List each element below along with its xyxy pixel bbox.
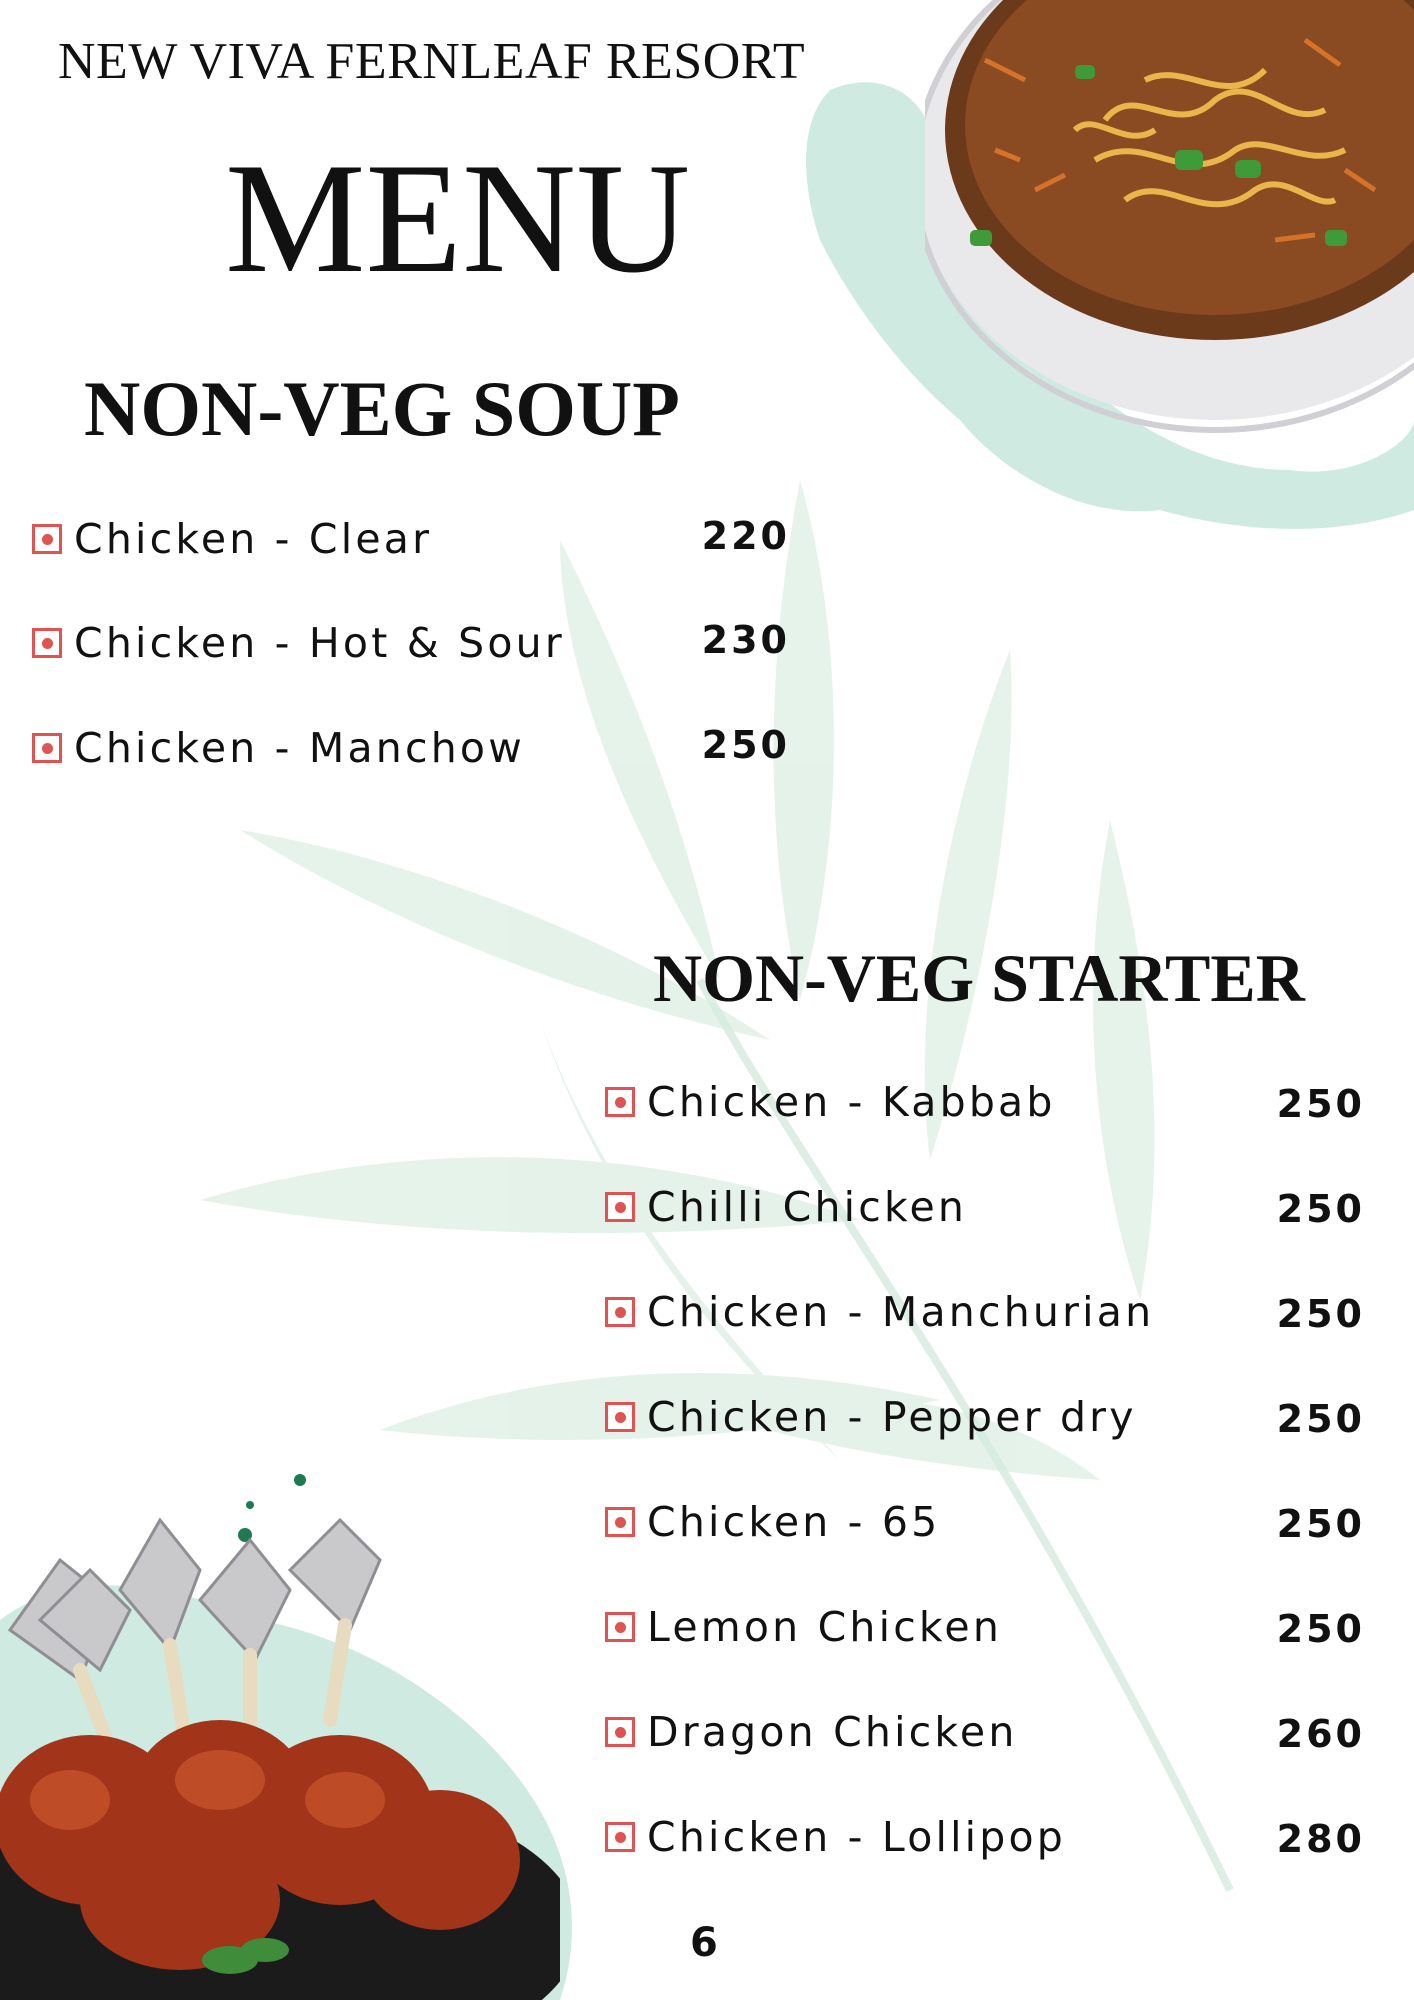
page-number: 6 (690, 1920, 718, 1966)
starter-section-title: NON-VEG STARTER (653, 940, 1305, 1016)
starter-item-price: 260 (1276, 1712, 1365, 1756)
starter-item-price: 250 (1276, 1502, 1365, 1546)
soup-item-name: Chicken - Hot & Sour (74, 619, 565, 667)
soup-item-price: 220 (701, 514, 790, 558)
soup-section-title: NON-VEG SOUP (84, 365, 680, 452)
non-veg-symbol-icon (605, 1612, 635, 1642)
starter-item-price: 250 (1276, 1397, 1365, 1441)
starter-item-name: Chicken - Kabbab (647, 1078, 1056, 1126)
resort-name: NEW VIVA FERNLEAF RESORT (58, 33, 806, 90)
non-veg-symbol-icon (605, 1717, 635, 1747)
non-veg-symbol-icon (605, 1402, 635, 1432)
starter-item-price: 250 (1276, 1607, 1365, 1651)
starter-item (605, 1807, 1066, 1867)
starter-item (605, 1282, 1154, 1342)
soup-item-name: Chicken - Manchow (74, 724, 525, 772)
starter-item-name: Chicken - Manchurian (647, 1288, 1155, 1336)
starter-item-name: Chicken - Pepper dry (647, 1393, 1137, 1441)
non-veg-symbol-icon (605, 1507, 635, 1537)
starter-item-price: 250 (1276, 1292, 1365, 1336)
non-veg-symbol-icon (605, 1087, 635, 1117)
starter-item-price: 280 (1276, 1817, 1365, 1861)
starter-item-price: 250 (1276, 1082, 1365, 1126)
starter-item (605, 1597, 1002, 1657)
non-veg-symbol-icon (605, 1297, 635, 1327)
starter-item-price: 250 (1276, 1187, 1365, 1231)
non-veg-symbol-icon (32, 628, 62, 658)
soup-item (32, 718, 525, 778)
soup-item (32, 613, 565, 673)
soup-item-name: Chicken - Clear (74, 515, 433, 563)
chicken-lollipop-image (0, 1460, 560, 2000)
starter-item-name: Chicken - Lollipop (647, 1813, 1067, 1861)
soup-item (32, 509, 432, 569)
starter-item (605, 1387, 1137, 1447)
non-veg-symbol-icon (605, 1192, 635, 1222)
starter-item (605, 1492, 940, 1552)
starter-item-name: Dragon Chicken (647, 1708, 1018, 1756)
menu-title: MENU (225, 131, 691, 306)
starter-item-name: Chilli Chicken (647, 1183, 968, 1231)
starter-item-name: Lemon Chicken (647, 1603, 1003, 1651)
starter-item (605, 1702, 1018, 1762)
non-veg-symbol-icon (32, 524, 62, 554)
soup-item-price: 230 (701, 618, 790, 662)
starter-item-name: Chicken - 65 (647, 1498, 941, 1546)
starter-item (605, 1072, 1056, 1132)
soup-item-price: 250 (701, 723, 790, 767)
non-veg-symbol-icon (605, 1822, 635, 1852)
starter-item (605, 1177, 967, 1237)
soup-bowl-image (925, 0, 1414, 450)
non-veg-symbol-icon (32, 733, 62, 763)
